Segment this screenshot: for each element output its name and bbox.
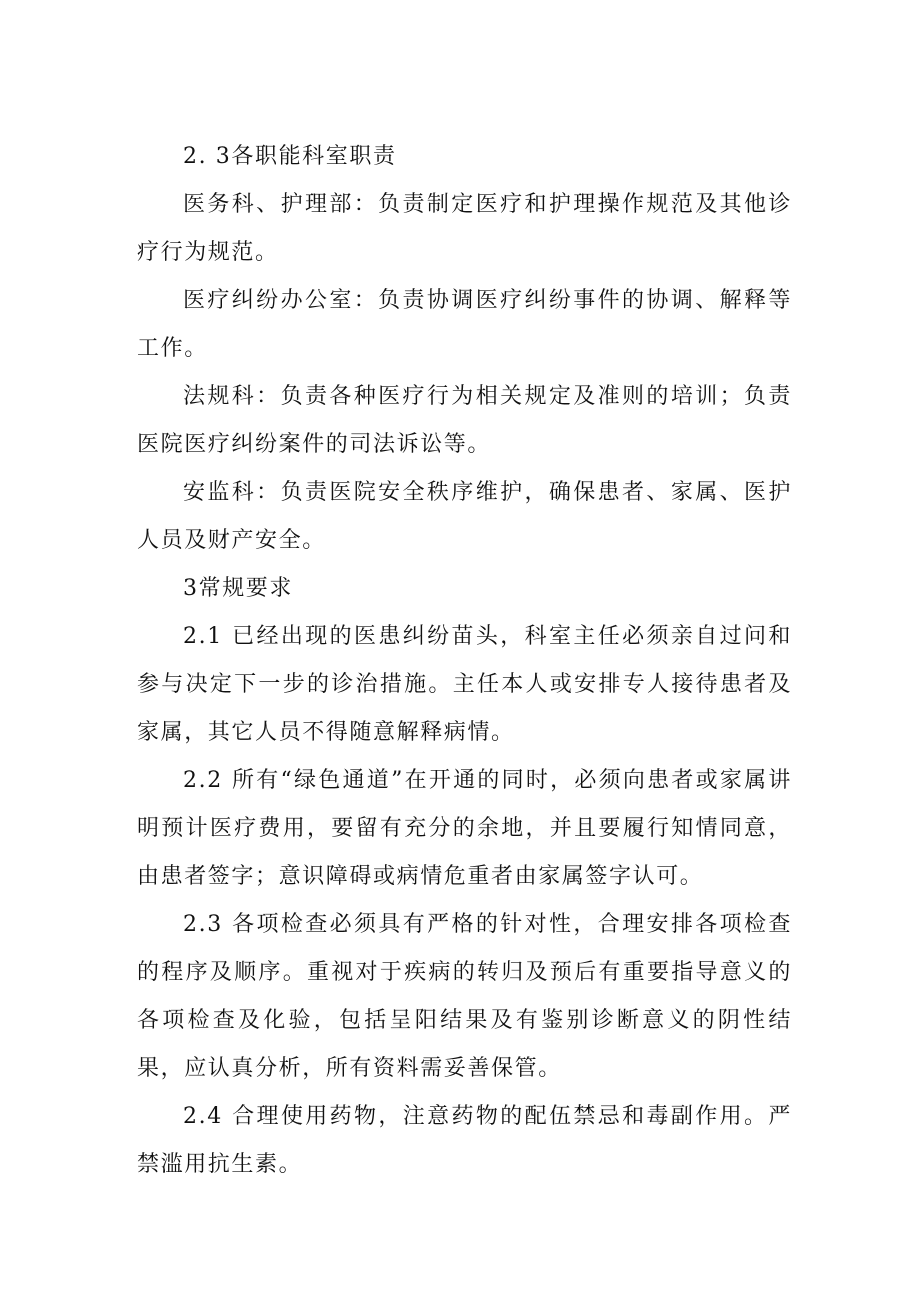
paragraph-dispute-office: 医疗纠纷办公室：负责协调医疗纠纷事件的协调、解释等工作。	[137, 288, 792, 361]
paragraph-2-4: 2.4 合理使用药物，注意药物的配伍禁忌和毒副作用。严禁滥用抗生素。	[137, 1104, 792, 1177]
section-heading-2-3: 2. 3各职能科室职责	[183, 144, 397, 169]
paragraph-2-2: 2.2 所有“绿色通道”在开通的同时，必须向患者或家属讲明预计医疗费用，要留有充分的余地，并且要履行知情同意，由患者签字；意识障碍或病情危重者由家属签字认可。	[137, 768, 792, 889]
paragraph-security-department: 安监科：负责医院安全秩序维护，确保患者、家属、医护人员及财产安全。	[137, 480, 792, 553]
paragraph-2-3: 2.3 各项检查必须具有严格的针对性，合理安排各项检查的程序及顺序。重视对于疾病的转归及预后有重要指导意义的各项检查及化验，包括呈阳结果及有鉴别诊断意义的阴性结果，应认真分析，所有资料需妥善保管。	[137, 912, 792, 1081]
paragraph-legal-department: 法规科：负责各种医疗行为相关规定及准则的培训；负责医院医疗纠纷案件的司法诉讼等。	[137, 384, 792, 457]
paragraph-2-1: 2.1 已经出现的医患纠纷苗头，科室主任必须亲自过问和参与决定下一步的诊治措施。主任本人或安排专人接待患者及家属，其它人员不得随意解释病情。	[137, 624, 792, 745]
section-heading-3: 3常规要求	[183, 576, 293, 601]
paragraph-medical-affairs: 医务科、护理部：负责制定医疗和护理操作规范及其他诊疗行为规范。	[137, 192, 792, 265]
